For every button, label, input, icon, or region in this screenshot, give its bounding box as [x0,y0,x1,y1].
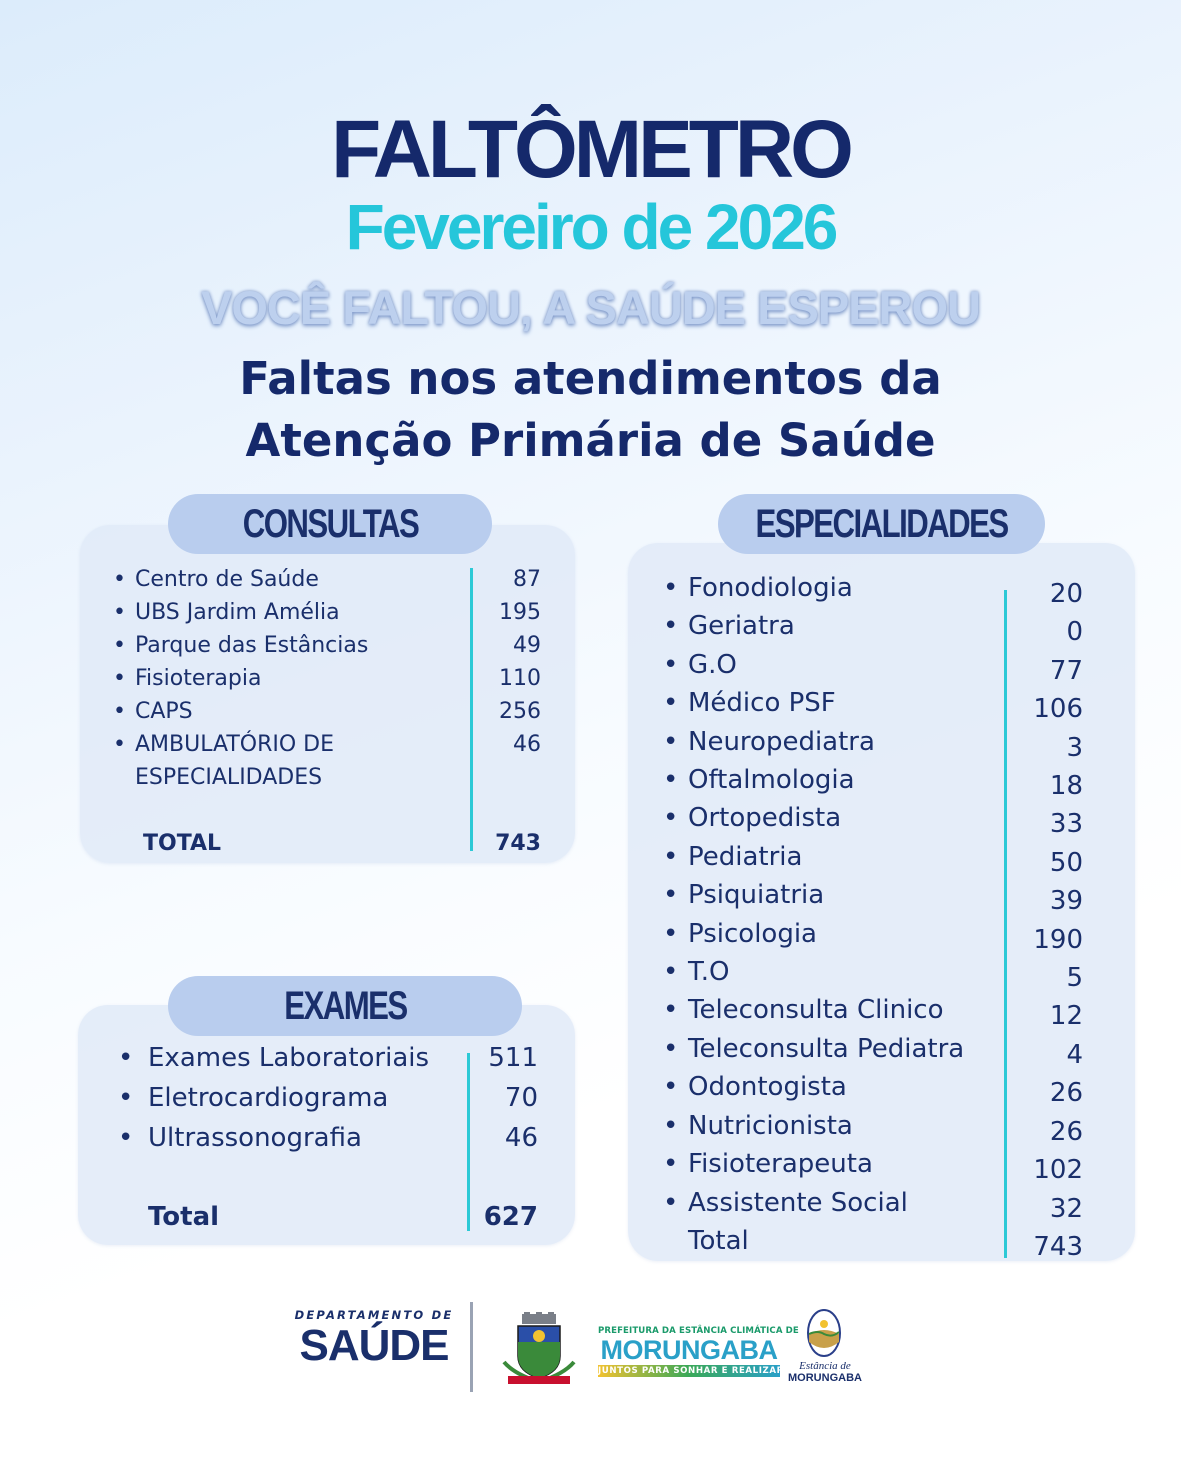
bullet-icon: • [663,765,679,796]
estancia-line-2: MORUNGABA [788,1372,862,1384]
subtitle-line-1: Faltas nos atendimentos da [239,352,942,405]
item-label: Psicologia [688,918,817,949]
estancia-emblem-icon [806,1308,842,1358]
item-label: G.O [688,649,737,680]
bullet-icon: • [113,666,126,691]
item-value: 4 [1066,1039,1083,1070]
item-label: CAPS [135,699,193,724]
list-item [663,1184,1083,1222]
item-value: 3 [1066,732,1083,763]
bullet-icon: • [663,726,679,757]
item-value: 20 [1049,579,1083,609]
bullet-icon: • [663,880,679,911]
item-value: 50 [1049,847,1083,878]
item-label: Teleconsulta Pediatra [688,1033,965,1064]
especialidades-list [663,569,1083,1260]
item-value: 49 [513,633,541,658]
list-item [113,695,541,728]
bullet-icon: • [118,1043,134,1073]
list-item [118,1038,538,1078]
item-label: Exames Laboratoriais [148,1043,430,1073]
item-label: Parque das Estâncias [135,633,369,658]
item-label: Oftalmologia [688,765,855,796]
total-label: Total [148,1202,220,1232]
item-label: Ultrassonografia [148,1123,362,1153]
list-item [663,723,1083,761]
bullet-icon: • [663,841,679,872]
total-value: 743 [495,831,541,856]
list-item [663,838,1083,876]
bullet-icon: • [663,611,679,642]
item-label: Assistente Social [688,1187,908,1218]
bullet-icon: • [663,803,679,834]
prefeitura-small-text: PREFEITURA DA ESTÂNCIA CLIMÁTICA DE [598,1326,799,1336]
list-item [663,569,1083,607]
page-title: FALTÔMETRO [331,104,850,195]
list-item [663,607,1083,648]
item-value: 87 [513,567,541,592]
list-item [113,662,541,695]
list-item [663,953,1083,994]
item-value: 195 [499,600,541,625]
item-value: 106 [1033,694,1083,725]
total-label: TOTAL [143,831,222,856]
item-label: Psiquiatria [688,880,825,911]
list-item [663,1068,1083,1109]
list-item [663,684,1083,725]
list-item [113,629,541,662]
bullet-icon: • [663,1033,679,1064]
bullet-icon: • [663,573,679,603]
item-value: 18 [1049,771,1083,802]
prefeitura-logo [598,1326,799,1377]
list-item-continuation [113,761,541,794]
bullet-icon: • [113,699,126,724]
item-value: 110 [499,666,541,691]
exames-title: EXAMES [283,984,407,1028]
coat-of-arms-icon [500,1312,578,1388]
consultas-list [113,563,541,860]
list-item [113,728,541,761]
estancia-text [780,1360,870,1385]
item-value: 102 [1033,1155,1083,1186]
section-subtitle [0,348,1181,472]
item-label: Teleconsulta Clinico [688,995,944,1026]
especialidades-title-pill [718,494,1045,554]
bullet-icon: • [113,567,126,592]
item-value: 32 [1049,1193,1083,1224]
item-label: UBS Jardim Amélia [135,600,340,625]
tagline: VOCÊ FALTOU, A SAÚDE ESPEROU [201,281,980,334]
bullet-icon: • [118,1083,134,1113]
bullet-icon: • [663,1110,679,1141]
item-label: Geriatra [688,611,795,642]
item-label: Fonodiologia [688,573,853,603]
item-label: Odontogista [688,1072,847,1103]
item-value: 46 [513,732,541,757]
bullet-icon: • [663,1187,679,1218]
dept-saude-logo [290,1308,458,1370]
list-item [663,1107,1083,1145]
list-item [113,563,541,596]
item-label: Eletrocardiograma [148,1083,389,1113]
list-item [663,991,1083,1032]
bullet-icon: • [663,918,679,949]
item-label: Médico PSF [688,688,836,719]
bullet-icon: • [663,649,679,680]
bullet-icon: • [663,1149,679,1180]
dept-big-text: SAÚDE [299,1321,449,1370]
item-label: Fisioterapia [135,666,262,691]
item-label: T.O [688,957,730,988]
item-label-line-2: ESPECIALIDADES [135,765,323,790]
total-value: 627 [483,1202,538,1232]
list-item [663,915,1083,953]
exames-list [118,1038,538,1237]
item-value: 0 [1066,617,1083,648]
dept-small-text: DEPARTAMENTO DE [294,1308,454,1322]
list-item [663,799,1083,840]
item-value: 12 [1049,1001,1083,1032]
prefeitura-city: MORUNGABA [600,1335,778,1365]
list-item [113,596,541,629]
item-value: 46 [504,1123,538,1153]
item-value: 190 [1033,924,1083,955]
list-item [663,1030,1083,1068]
item-value: 256 [499,699,541,724]
item-value: 511 [488,1043,538,1073]
bullet-icon: • [663,957,679,988]
bullet-icon: • [118,1123,134,1153]
prefeitura-slogan: JUNTOS PARA SONHAR E REALIZAR [598,1366,784,1376]
total-label: Total [688,1225,749,1256]
consultas-title-pill [168,494,492,554]
list-item [118,1118,538,1158]
bullet-icon: • [663,995,679,1026]
estancia-line-1: Estância de [799,1360,851,1372]
item-label: Pediatria [688,841,803,872]
list-item [118,1078,538,1118]
list-item [663,646,1083,684]
item-label: AMBULATÓRIO DE [135,732,335,757]
subtitle-line-2: Atenção Primária de Saúde [245,414,936,467]
list-item [663,1145,1083,1186]
item-label: Neuropediatra [688,726,875,757]
item-label: Centro de Saúde [135,567,319,592]
month-subtitle: Fevereiro de 2026 [345,191,836,263]
item-value: 77 [1049,655,1083,686]
list-item [663,761,1083,802]
bullet-icon: • [663,1072,679,1103]
item-label: Ortopedista [688,803,842,834]
item-label: Nutricionista [688,1110,853,1141]
consultas-title: CONSULTAS [242,502,418,546]
especialidades-title: ESPECIALIDADES [755,502,1008,546]
bullet-icon: • [113,732,126,757]
item-value: 26 [1049,1078,1083,1109]
total-row [663,1222,1083,1260]
item-value: 33 [1049,809,1083,840]
item-label: Fisioterapeuta [688,1149,873,1180]
bullet-icon: • [113,633,126,658]
bullet-icon: • [663,688,679,719]
total-row [118,1197,538,1237]
exames-title-pill [168,976,522,1036]
item-value: 5 [1066,963,1083,994]
footer-separator [470,1302,473,1392]
item-value: 39 [1049,886,1083,917]
total-value: 743 [1033,1231,1083,1262]
list-item [663,876,1083,917]
total-row [113,827,541,860]
bullet-icon: • [113,600,126,625]
item-value: 26 [1049,1116,1083,1147]
item-value: 70 [504,1083,538,1113]
